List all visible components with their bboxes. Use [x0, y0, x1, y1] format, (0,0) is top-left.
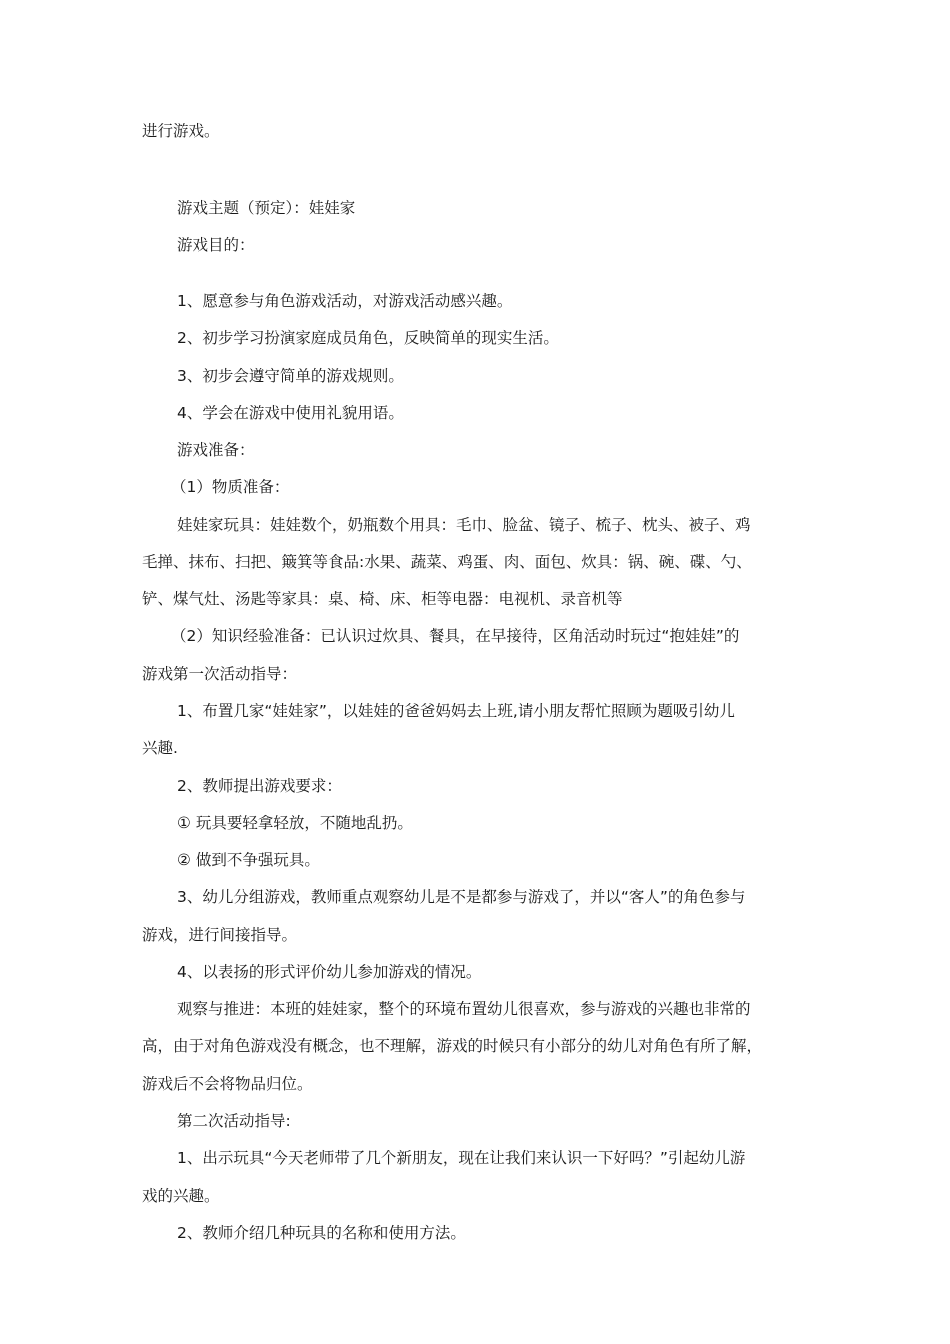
- list-item: 4、以表扬的形式评价幼儿参加游戏的情况。: [177, 963, 482, 981]
- text-line: 戏的兴趣。: [142, 1187, 220, 1205]
- list-item: 1、出示玩具“今天老师带了几个新朋友，现在让我们来认识一下好吗？”引起幼儿游: [177, 1149, 746, 1167]
- list-item: ② 做到不争强玩具。: [177, 851, 320, 869]
- list-item: 2、教师提出游戏要求：: [177, 777, 342, 795]
- section-heading: 游戏目的：: [177, 236, 255, 254]
- list-item: 2、初步学习扮演家庭成员角色，反映简单的现实生活。: [177, 329, 559, 347]
- list-item: 1、布置几家“娃娃家”，以娃娃的爸爸妈妈去上班,请小朋友帮忙照顾为题吸引幼儿: [177, 702, 735, 720]
- text-line: 游戏，进行间接指导。: [142, 926, 298, 944]
- text-line: 铲、煤气灶、汤匙等家具：桌、椅、床、柜等电器：电视机、录音机等: [142, 590, 623, 608]
- text-line: 游戏第一次活动指导：: [142, 665, 298, 683]
- list-item: 2、教师介绍几种玩具的名称和使用方法。: [177, 1224, 466, 1242]
- sub-heading: （1）物质准备：: [171, 478, 290, 496]
- text-line: 游戏后不会将物品归位。: [142, 1075, 313, 1093]
- section-heading: 游戏主题（预定）：娃娃家: [177, 199, 356, 217]
- text-line: 毛掸、抹布、扫把、簸箕等食品:水果、蔬菜、鸡蛋、肉、面包、炊具：锅、碗、碟、勺、: [142, 553, 752, 571]
- text-line: 观察与推进：本班的娃娃家，整个的环境布置幼儿很喜欢，参与游戏的兴趣也非常的: [177, 1000, 751, 1018]
- text-line: 高，由于对角色游戏没有概念，也不理解，游戏的时候只有小部分的幼儿对角色有所了解，: [142, 1037, 763, 1055]
- text-line: 娃娃家玩具：娃娃数个，奶瓶数个用具：毛巾、脸盆、镜子、梳子、枕头、被子、鸡: [177, 516, 751, 534]
- sub-heading: （2）知识经验准备：已认识过炊具、餐具，在早接待，区角活动时玩过“抱娃娃”的: [171, 627, 740, 645]
- list-item: 1、愿意参与角色游戏活动，对游戏活动感兴趣。: [177, 292, 513, 310]
- section-heading: 第二次活动指导:: [177, 1112, 291, 1130]
- section-heading: 游戏准备：: [177, 441, 255, 459]
- list-item: 3、幼儿分组游戏，教师重点观察幼儿是不是都参与游戏了，并以“客人”的角色参与: [177, 888, 746, 906]
- text-line: 进行游戏。: [142, 122, 220, 140]
- list-item: 3、初步会遵守简单的游戏规则。: [177, 367, 404, 385]
- list-item: ① 玩具要轻拿轻放，不随地乱扔。: [177, 814, 413, 832]
- list-item: 4、学会在游戏中使用礼貌用语。: [177, 404, 404, 422]
- text-line: 兴趣.: [142, 739, 178, 757]
